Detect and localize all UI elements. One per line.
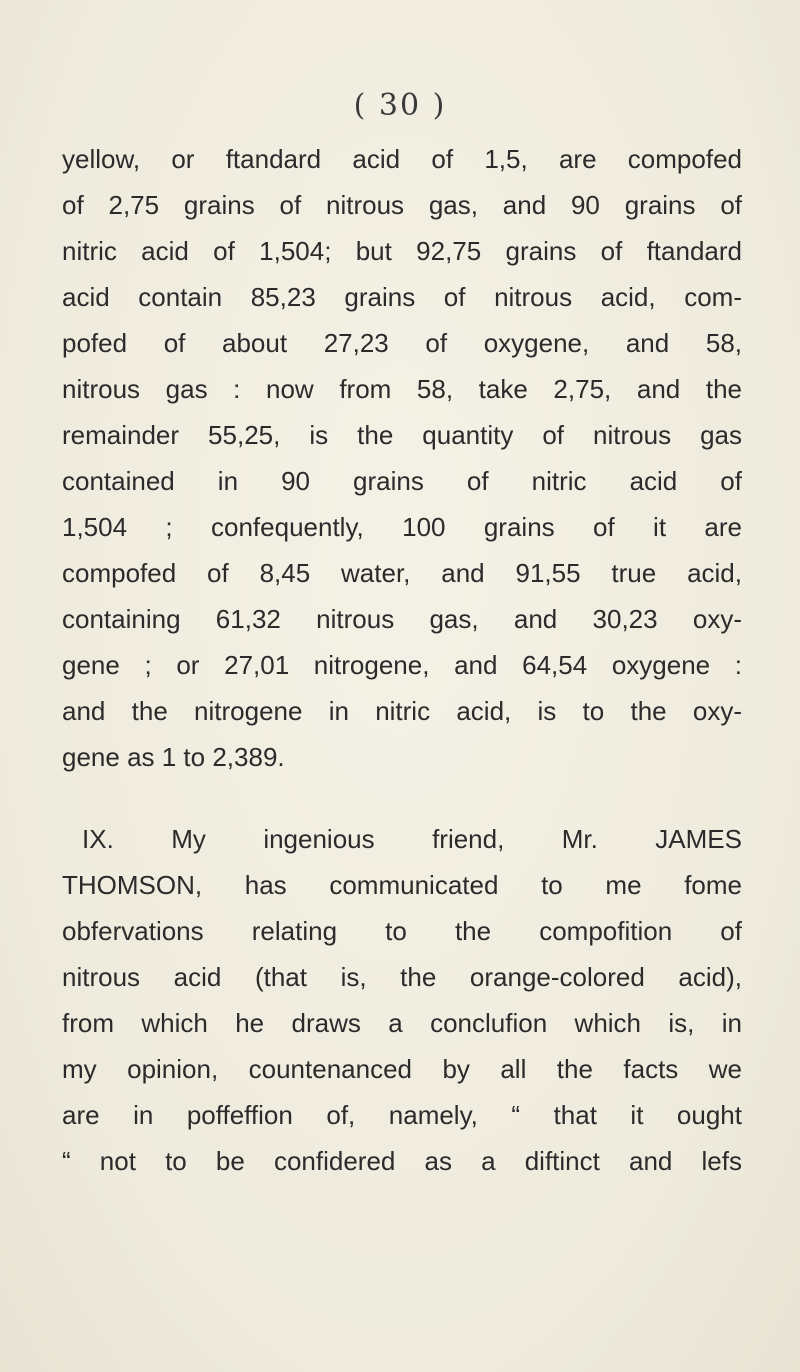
paragraph-1 <box>62 136 742 780</box>
text-line: gene as 1 to 2,389. <box>62 742 285 772</box>
text-line: my opinion, countenanced by all the facts we <box>62 1054 742 1084</box>
text-line: pofed of about 27,23 of oxygene, and 58, <box>62 328 742 358</box>
text-line: acid contain 85,23 grains of nitrous acid, com- <box>62 282 742 312</box>
text-line: IX. My ingenious friend, Mr. JAMES <box>82 824 742 854</box>
text-line: from which he draws a conclufion which is, in <box>62 1008 742 1038</box>
text-line: of 2,75 grains of nitrous gas, and 90 grains of <box>62 190 742 220</box>
text-line: yellow, or ftandard acid of 1,5, are compofed <box>62 144 742 174</box>
text-line: contained in 90 grains of nitric acid of <box>62 466 742 496</box>
text-line: nitrous acid (that is, the orange-colored acid), <box>62 962 742 992</box>
page-number: ( 30 ) <box>353 88 447 123</box>
text-line: containing 61,32 nitrous gas, and 30,23 oxy- <box>62 604 742 634</box>
body-text <box>62 136 742 1184</box>
text-line: are in poffeffion of, namely, “ that it ought <box>62 1100 742 1130</box>
text-line: “ not to be confidered as a diftinct and lefs <box>62 1146 742 1176</box>
text-line: gene ; or 27,01 nitrogene, and 64,54 oxygene : <box>62 650 742 680</box>
text-line: obfervations relating to the compofition of <box>62 916 742 946</box>
text-line: compofed of 8,45 water, and 91,55 true acid, <box>62 558 742 588</box>
text-line: remainder 55,25, is the quantity of nitrous gas <box>62 420 742 450</box>
text-line: and the nitrogene in nitric acid, is to the oxy- <box>62 696 742 726</box>
text-line: nitric acid of 1,504; but 92,75 grains of ftandard <box>62 236 742 266</box>
text-line: THOMSON, has communicated to me fome <box>62 870 742 900</box>
paragraph-2 <box>62 816 742 1184</box>
text-line: nitrous gas : now from 58, take 2,75, and the <box>62 374 742 404</box>
text-line: 1,504 ; confequently, 100 grains of it are <box>62 512 742 542</box>
paragraph-gap <box>62 780 742 816</box>
